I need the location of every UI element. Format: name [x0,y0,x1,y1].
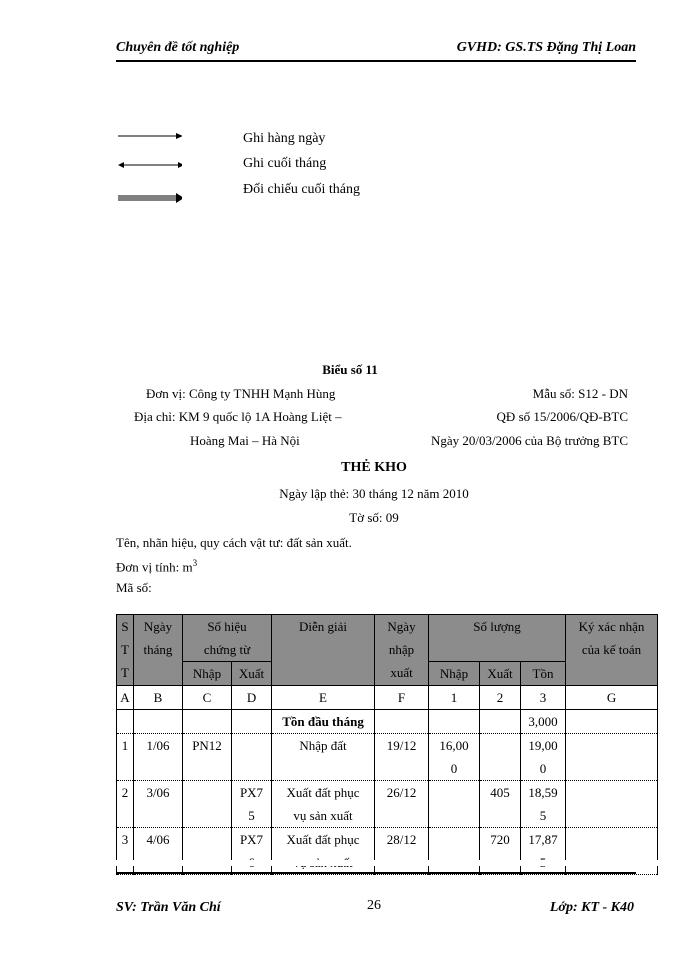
form-address-2: Hoàng Mai – Hà Nội [190,433,300,448]
table-row [117,828,658,875]
row-description: Nhập đất [272,734,375,781]
row-qty-balance: 19,00 0 [521,734,566,781]
form-title: THẺ KHO [341,460,407,475]
row-date: 1/06 [134,734,183,781]
row-signature [566,781,658,828]
code-3: 3 [521,686,566,710]
header-qty-balance: Tồn [521,662,566,686]
row-in-doc [183,828,232,875]
row-receipt-date: 19/12 [375,734,429,781]
form-code: Mã số: [116,580,152,595]
opening-label: Tồn đầu tháng [272,710,375,734]
row-receipt-date: 26/12 [375,781,429,828]
form-sheet-number: Tờ số: 09 [349,510,399,525]
footer-student: SV: Trần Văn Chí [116,900,221,915]
code-a: A [117,686,134,710]
thick-right-arrow-icon [118,192,182,204]
row-signature [566,828,658,875]
row-date: 3/06 [134,781,183,828]
table-row [117,734,658,781]
row-date: 4/06 [134,828,183,875]
row-out-doc: PX7 [232,828,272,875]
row-description: Xuất đất phục vụ sản xuất [272,781,375,828]
footer-class: Lớp: KT - K40 [549,900,634,915]
row-qty-out: 405 [480,781,521,828]
form-decision-2: Ngày 20/03/2006 của Bộ trưởng BTC [431,433,628,448]
code-g: G [566,686,658,710]
header-qty-in: Nhập [429,662,480,686]
row-out-doc [232,734,272,781]
row-stt: 3 [117,828,134,875]
code-1: 1 [429,686,480,710]
form-unit: Đơn vị: Công ty TNHH Mạnh Hùng [146,386,336,401]
form-number: Biểu số 11 [322,362,378,377]
code-d: D [232,686,272,710]
header-right: GVHD: GS.TS Đặng Thị Loan [456,40,636,55]
row-receipt-date: 28/12 [375,828,429,875]
header-left: Chuyên đề tốt nghiệp [116,40,240,55]
legend-label-reconcile: Đối chiếu cuối tháng [243,182,361,197]
column-code-row [117,686,658,710]
form-item-name: Tên, nhãn hiệu, quy cách vật tư: đất sản xuất. [116,535,352,550]
header-quantity: Số lượng [429,615,566,662]
code-b: B [134,686,183,710]
page-cutoff [110,860,670,866]
row-qty-in: 16,00 0 [429,734,480,781]
footer-rule [116,872,636,874]
row-stt: 1 [117,734,134,781]
table-row [117,781,658,828]
stock-card-table [116,614,658,875]
row-qty-balance: 17,87 [521,828,566,875]
legend-label-monthly: Ghi cuối tháng [243,156,327,171]
legend-label-daily: Ghi hàng ngày [243,131,326,146]
header-date: Ngày tháng [134,615,183,686]
row-out-doc: PX7 5 [232,781,272,828]
row-signature [566,734,658,781]
code-2: 2 [480,686,521,710]
header-stt: S T T [117,615,134,686]
form-uom-text: Đơn vị tính: m [116,559,193,575]
header-doc-out: Xuất [232,662,272,686]
header-document: Số hiệu chứng từ [183,615,272,662]
row-qty-out [480,734,521,781]
row-in-doc [183,781,232,828]
header-signature: Ký xác nhận của kế toán [566,615,658,686]
opening-balance-row [117,710,658,734]
header-qty-out: Xuất [480,662,521,686]
header-doc-in: Nhập [183,662,232,686]
row-qty-in [429,828,480,875]
page-number: 26 [367,898,381,913]
form-uom-superscript: 3 [192,558,198,568]
row-qty-in [429,781,480,828]
row-description: Xuất đất phục [272,828,375,875]
header-description: Diễn giải [272,615,375,686]
row-in-doc: PN12 [183,734,232,781]
opening-balance: 3,000 [521,710,566,734]
form-address-1: Địa chỉ: KM 9 quốc lộ 1A Hoàng Liệt – [134,409,342,424]
code-c: C [183,686,232,710]
row-qty-out: 720 [480,828,521,875]
header-receipt-date: Ngày nhập xuất [375,615,429,686]
row-stt: 2 [117,781,134,828]
code-f: F [375,686,429,710]
form-decision-1: QĐ số 15/2006/QĐ-BTC [496,409,628,424]
form-template: Mẫu số: S12 - DN [532,386,628,401]
thin-right-arrow-icon [118,130,182,142]
form-date: Ngày lập thẻ: 30 tháng 12 năm 2010 [279,486,469,501]
header-rule [116,60,636,62]
code-e: E [272,686,375,710]
row-qty-balance: 18,59 5 [521,781,566,828]
double-headed-arrow-icon [118,159,182,171]
form-unit-of-measure [116,558,197,575]
